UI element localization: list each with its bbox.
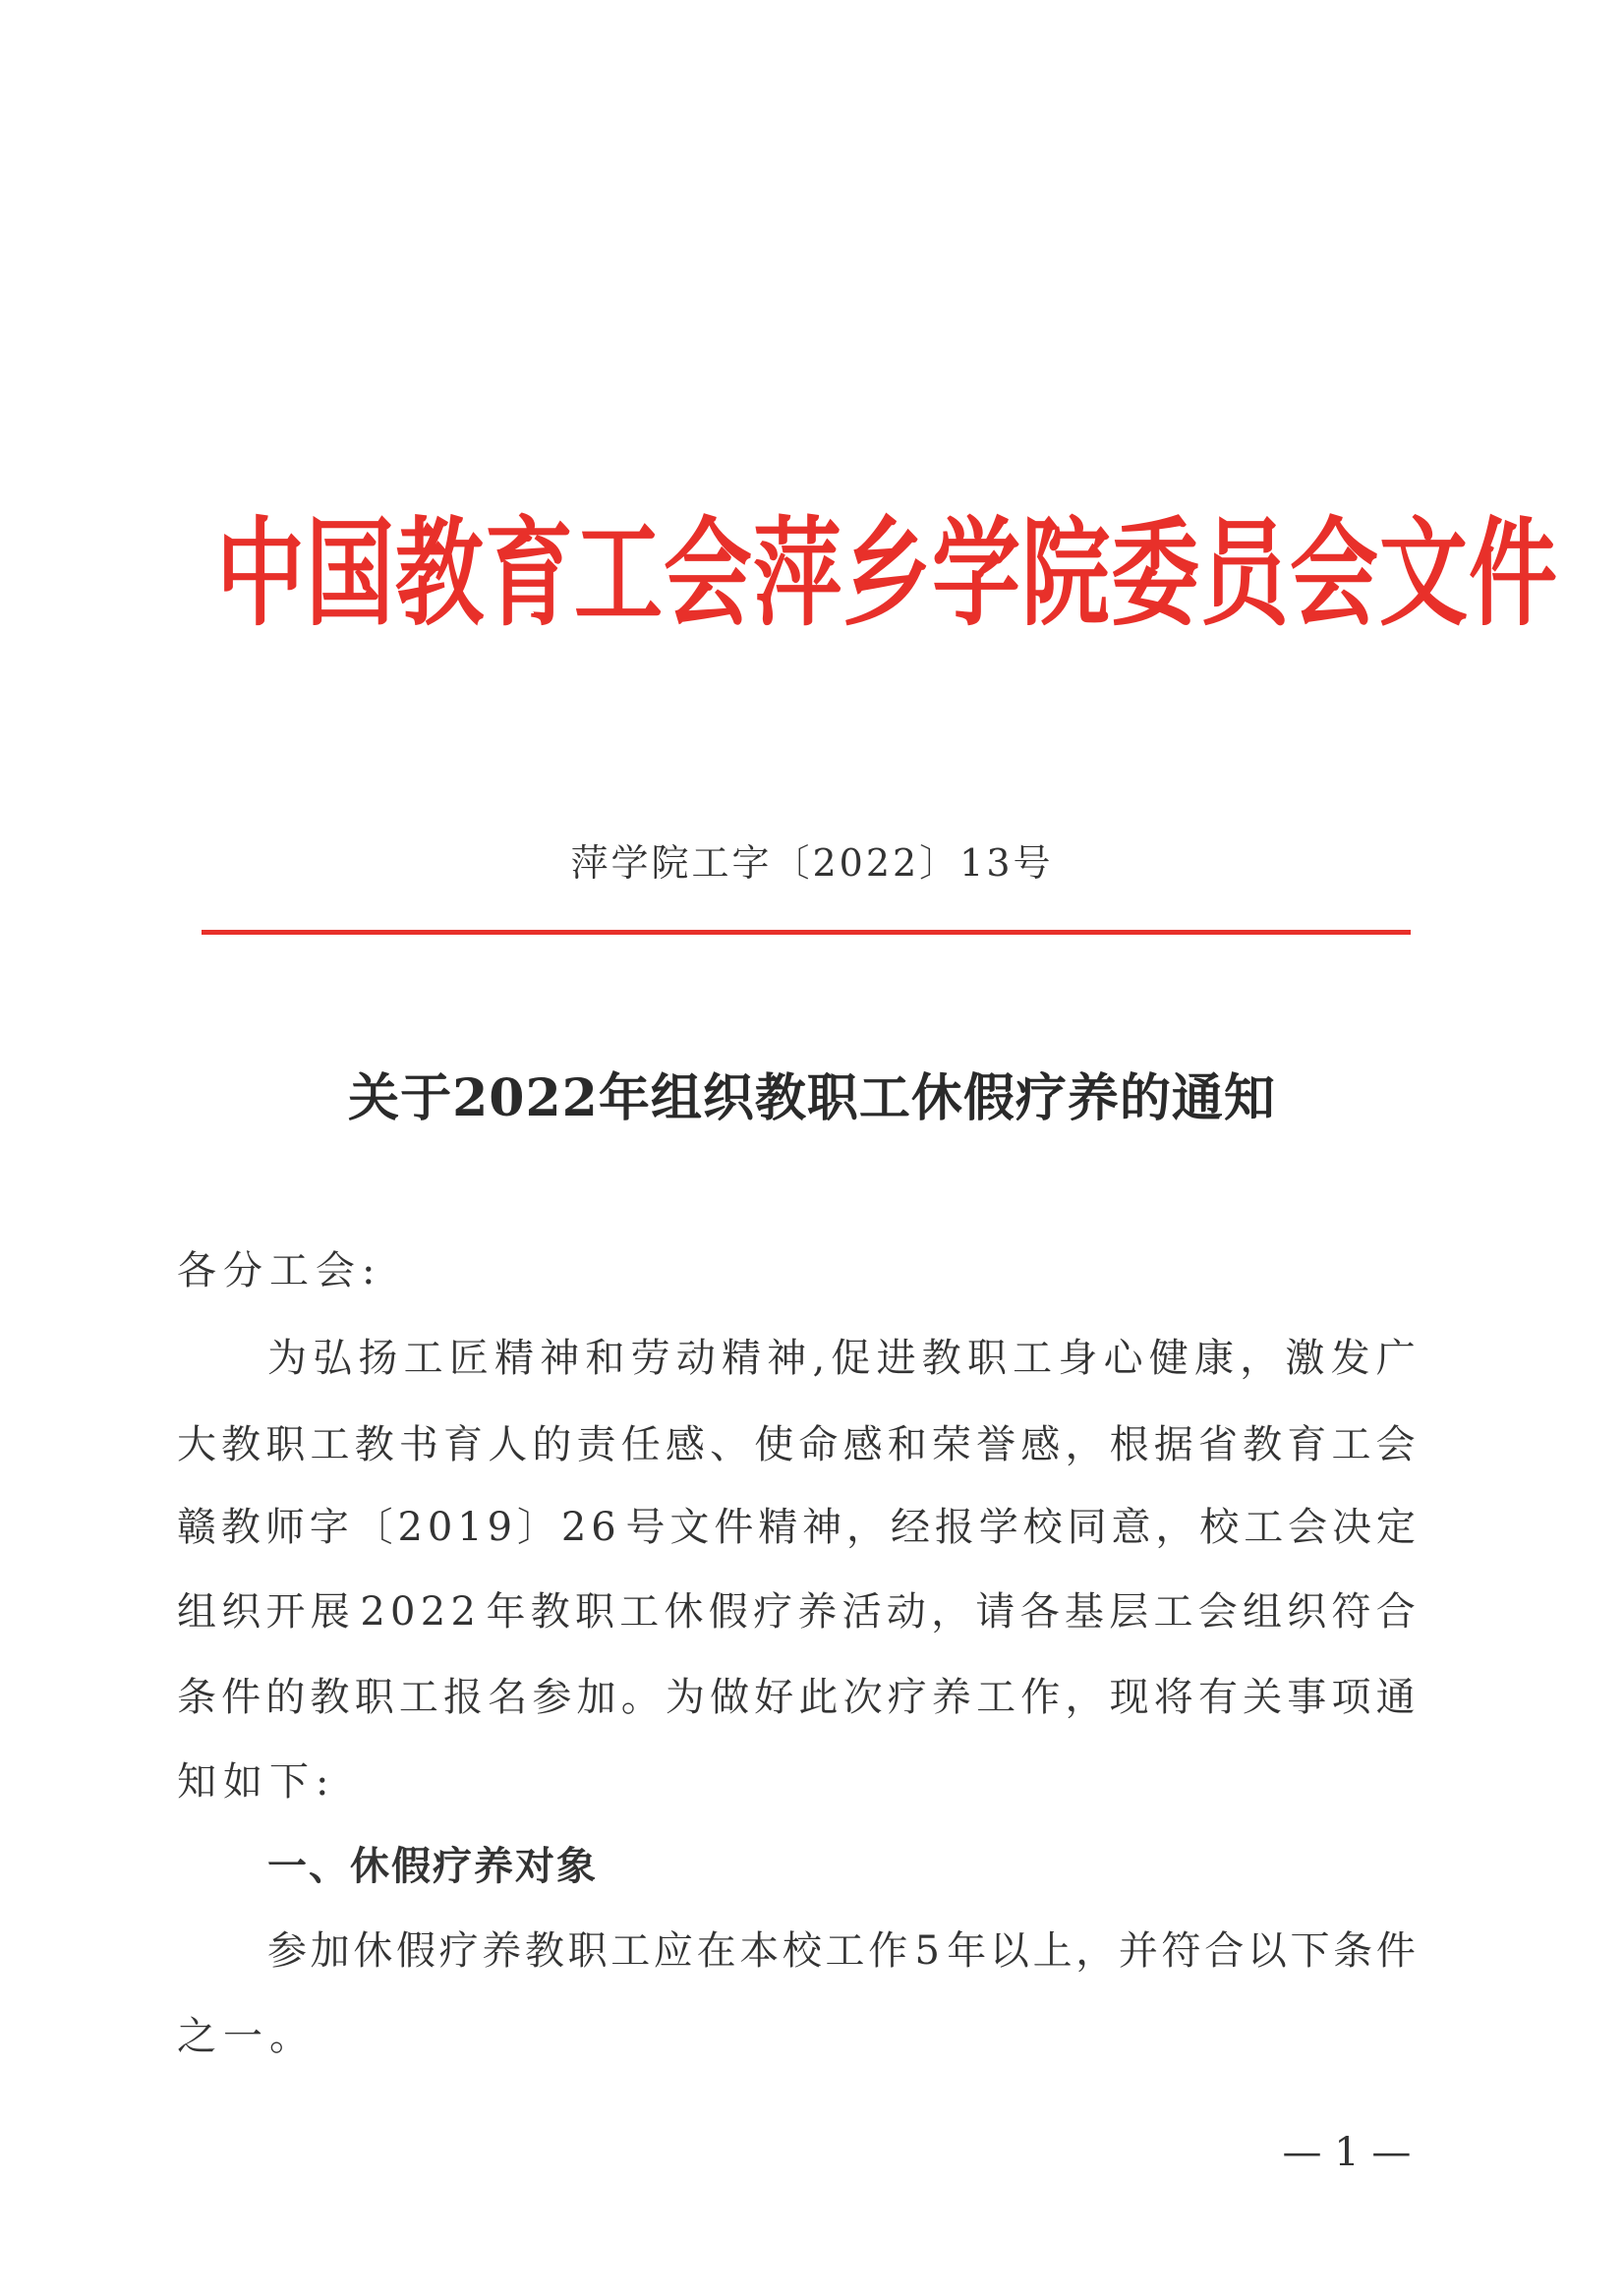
paragraph-line-text-char: 工 xyxy=(619,1589,660,1635)
paragraph-line: 知如下: xyxy=(177,1759,336,1805)
paragraph-line-text-char: 神 xyxy=(767,1336,807,1381)
paragraph-line-text-char: 的 xyxy=(532,1422,572,1467)
paragraph-line-text-char: 2 xyxy=(397,1505,423,1550)
paragraph-line-text-char: 将 xyxy=(1153,1675,1193,1720)
paragraph-line-text-char: 书 xyxy=(398,1422,438,1467)
paragraph-line-text-char: 2 xyxy=(360,1589,385,1635)
paragraph-line-text-char: 工 xyxy=(976,1675,1016,1720)
paragraph-line-text-char: 命 xyxy=(798,1422,839,1467)
paragraph-line-text-char: 扬 xyxy=(358,1336,398,1381)
paragraph-line-text-char: 6 xyxy=(591,1505,616,1550)
paragraph-line-text-char: 据 xyxy=(1153,1422,1193,1467)
notice-title: 关于2022年组织教职工休假疗养的通知 xyxy=(348,1068,1276,1128)
paragraph-line-text-char: 有 xyxy=(1197,1675,1238,1720)
paragraph-line xyxy=(177,1582,1416,1641)
paragraph-line-text-char: 荣 xyxy=(931,1422,971,1467)
paragraph-line-text-char: ， xyxy=(846,1505,887,1550)
paragraph-line-text-char: ， xyxy=(1065,1422,1105,1467)
paragraph-line-text-char: 工 xyxy=(1244,1505,1284,1550)
paragraph-line-text-char: 展 xyxy=(310,1589,350,1635)
paragraph-line-text-char: 和 xyxy=(887,1422,927,1467)
paragraph-line-text-char: 感 xyxy=(842,1422,883,1467)
paragraph-line-text-char: 职 xyxy=(575,1589,614,1635)
org-header-title: 中国教育工会萍乡学院委员会文件 xyxy=(216,506,1558,643)
paragraph-line-text-char: 工 xyxy=(398,1675,438,1720)
paragraph-line-text-char: 。 xyxy=(620,1675,661,1720)
paragraph-line-text-char: 育 xyxy=(443,1422,484,1467)
paragraph-line-text-char: ， xyxy=(1240,1336,1280,1381)
paragraph-line-text-char: ， xyxy=(1155,1505,1195,1550)
paragraph-line-text-char: 精 xyxy=(758,1505,798,1550)
paragraph-line-text-char: 件 xyxy=(221,1675,261,1720)
paragraph-line-text-char: 9 xyxy=(487,1505,513,1550)
section-line-text-char: 参 xyxy=(267,1928,307,1974)
paragraph-line-text-char: 假 xyxy=(708,1589,748,1635)
paragraph-line-text-char: 育 xyxy=(1287,1422,1327,1467)
paragraph-line-text-char: 省 xyxy=(1197,1422,1238,1467)
paragraph-line-text-char: 现 xyxy=(1109,1675,1149,1720)
paragraph-line-text-char: 感 xyxy=(1020,1422,1061,1467)
paragraph-line-text-char: 号 xyxy=(625,1505,666,1550)
paragraph-line-text-char: 康 xyxy=(1193,1336,1234,1381)
red-divider xyxy=(202,930,1411,935)
paragraph-line-text-char: 教 xyxy=(220,1505,261,1550)
page-number: — 1 — xyxy=(1282,2130,1412,2175)
paragraph-line-text-char: 组 xyxy=(1242,1589,1282,1635)
paragraph-line-text-char: 学 xyxy=(978,1505,1018,1550)
paragraph-line-text-char: 职 xyxy=(265,1422,306,1467)
paragraph-line-text-char: 年 xyxy=(486,1589,526,1635)
paragraph-line-text-char: 职 xyxy=(354,1675,394,1720)
section-line-text-char: 职 xyxy=(567,1928,608,1974)
section-line-text-char: 下 xyxy=(1290,1928,1330,1974)
paragraph-line-text-char: 报 xyxy=(443,1675,484,1720)
paragraph-line xyxy=(177,1498,1416,1557)
salutation: 各分工会: xyxy=(177,1248,382,1293)
paragraph-line xyxy=(177,1668,1416,1727)
paragraph-line-text-char: 精 xyxy=(722,1336,762,1381)
section-line-text-char: 件 xyxy=(1375,1928,1416,1974)
section-line-text-char: 以 xyxy=(989,1928,1029,1974)
section-line-text-char: 年 xyxy=(947,1928,987,1974)
paragraph-line-text-char: 神 xyxy=(802,1505,842,1550)
paragraph-line-text-char: 根 xyxy=(1109,1422,1149,1467)
paragraph-line-text-char: , xyxy=(812,1336,826,1381)
paragraph-line-text-char: 健 xyxy=(1148,1336,1189,1381)
paragraph-line-text-char: 教 xyxy=(354,1422,394,1467)
paragraph-line-text-char: 进 xyxy=(876,1336,916,1381)
section-line xyxy=(267,1922,1416,1980)
paragraph-line-text-char: 身 xyxy=(1058,1336,1098,1381)
paragraph-line-text-char: 赣 xyxy=(177,1505,216,1550)
section-heading: 一、休假疗养对象 xyxy=(267,1844,598,1889)
section-line-text-char: 应 xyxy=(653,1928,693,1974)
paragraph-line-text-char: 教 xyxy=(221,1422,261,1467)
paragraph-line-text-char: 工 xyxy=(403,1336,443,1381)
paragraph-line-text-char: 1 xyxy=(457,1505,483,1550)
paragraph-line-text-char: 发 xyxy=(1330,1336,1370,1381)
paragraph-line-text-char: 休 xyxy=(664,1589,704,1635)
section-line-text-char: 作 xyxy=(868,1928,908,1974)
paragraph-line-text-char: 做 xyxy=(710,1675,750,1720)
paragraph-line-text-char: 关 xyxy=(1243,1675,1283,1720)
paragraph-line-text-char: 2 xyxy=(560,1505,587,1550)
paragraph-line-text-char: 疗 xyxy=(887,1675,927,1720)
paragraph-line-text-char: 养 xyxy=(797,1589,838,1635)
paragraph-line-text-char: 会 xyxy=(1197,1589,1238,1635)
section-line-text-char: 工 xyxy=(825,1928,865,1974)
section-line-text-char: 在 xyxy=(696,1928,736,1974)
section-line-text-char: 疗 xyxy=(438,1928,479,1974)
section-line-text-char: 假 xyxy=(395,1928,435,1974)
paragraph-line-text-char: 次 xyxy=(842,1675,883,1720)
section-line-text-char: 本 xyxy=(739,1928,780,1974)
paragraph-line-text-char: 2 xyxy=(450,1589,476,1635)
paragraph-line-text-char: 教 xyxy=(530,1589,570,1635)
paragraph-line-text-char: 工 xyxy=(1331,1422,1371,1467)
paragraph-line-text-char: ， xyxy=(931,1589,971,1635)
paragraph-line-text-char: 为 xyxy=(665,1675,705,1720)
paragraph-line-text-char: 基 xyxy=(1064,1589,1104,1635)
paragraph-line-text-char: 神 xyxy=(540,1336,580,1381)
paragraph-line-text-char: 动 xyxy=(886,1589,926,1635)
paragraph-line-text-char: 0 xyxy=(427,1505,453,1550)
paragraph-line-text-char: 意 xyxy=(1111,1505,1151,1550)
paragraph-line-text-char: 教 xyxy=(1243,1422,1283,1467)
paragraph-line-text-char: 通 xyxy=(1375,1675,1416,1720)
paragraph-line-text-char: 校 xyxy=(1022,1505,1063,1550)
section-line-text-char: 工 xyxy=(610,1928,651,1974)
paragraph-line-text-char: 的 xyxy=(265,1675,306,1720)
paragraph-line-text-char: 职 xyxy=(966,1336,1007,1381)
paragraph-line-text-char: 0 xyxy=(390,1589,416,1635)
section-line-text-char: 5 xyxy=(914,1928,940,1974)
paragraph-line-text-char: 符 xyxy=(1331,1589,1371,1635)
paragraph-line-text-char: 匠 xyxy=(448,1336,489,1381)
section-line-text-char: 上 xyxy=(1032,1928,1073,1974)
paragraph-line-text-char: 组 xyxy=(177,1589,216,1635)
paragraph-line-text-char: 织 xyxy=(221,1589,261,1635)
section-line-text-char: ， xyxy=(1075,1928,1116,1974)
paragraph-line-text-char: 参 xyxy=(532,1675,572,1720)
paragraph-line-text-char: 文 xyxy=(669,1505,710,1550)
paragraph-line-text-char: 动 xyxy=(675,1336,716,1381)
paragraph-line-text-char: 事 xyxy=(1287,1675,1327,1720)
paragraph-line-text-char: 校 xyxy=(1199,1505,1240,1550)
paragraph-line-text-char: 教 xyxy=(310,1675,350,1720)
paragraph-line-text-char: 名 xyxy=(488,1675,528,1720)
paragraph-line-text-char: 条 xyxy=(177,1675,216,1720)
paragraph-line-text-char: 经 xyxy=(890,1505,930,1550)
paragraph-line-text-char: 、 xyxy=(710,1422,750,1467)
paragraph-line-text-char: 疗 xyxy=(753,1589,793,1635)
paragraph-line-text-char: 师 xyxy=(264,1505,305,1550)
paragraph-line-text-char: 各 xyxy=(1019,1589,1060,1635)
paragraph-line-text-char: 教 xyxy=(921,1336,961,1381)
section-line-text-char: 条 xyxy=(1333,1928,1373,1974)
paragraph-line-text-char: 〔 xyxy=(353,1505,393,1550)
paragraph-line-text-char: 广 xyxy=(1375,1336,1416,1381)
section-line-text-char: 以 xyxy=(1247,1928,1287,1974)
section-line-text-char: 休 xyxy=(353,1928,393,1974)
paragraph-line-text-char: 件 xyxy=(714,1505,754,1550)
section-line-text-char: 符 xyxy=(1161,1928,1201,1974)
paragraph-line-text-char: 字 xyxy=(309,1505,349,1550)
paragraph-line-text-char: 作 xyxy=(1020,1675,1061,1720)
paragraph-line-text-char: 弘 xyxy=(313,1336,353,1381)
paragraph-line xyxy=(267,1329,1416,1388)
paragraph-line-text-char: 织 xyxy=(1287,1589,1327,1635)
paragraph-line-text-char: 感 xyxy=(665,1422,705,1467)
paragraph-line-text-char: 誉 xyxy=(976,1422,1016,1467)
paragraph-line-text-char: ， xyxy=(1065,1675,1105,1720)
paragraph-line-text-char: 任 xyxy=(620,1422,661,1467)
paragraph-line-text-char: 大 xyxy=(177,1422,216,1467)
section-line-text-char: 教 xyxy=(524,1928,564,1974)
paragraph-line-text-char: 人 xyxy=(488,1422,528,1467)
paragraph-line-text-char: 此 xyxy=(798,1675,839,1720)
section-line-text-char: 并 xyxy=(1118,1928,1158,1974)
paragraph-line-text-char: 使 xyxy=(754,1422,794,1467)
section-line-text-char: 校 xyxy=(782,1928,822,1974)
section-line-text-char: 合 xyxy=(1204,1928,1245,1974)
document-number: 萍学院工字〔2022〕13号 xyxy=(570,841,1054,885)
paragraph-line-text-char: 工 xyxy=(1013,1336,1053,1381)
paragraph-line-text-char: 〕 xyxy=(516,1505,556,1550)
section-line-text-char: 加 xyxy=(310,1928,350,1974)
paragraph-line-text-char: 为 xyxy=(267,1336,307,1381)
paragraph-line-text-char: 定 xyxy=(1375,1505,1416,1550)
paragraph-line-text-char: 会 xyxy=(1288,1505,1328,1550)
paragraph-line-text-char: 2 xyxy=(420,1589,446,1635)
paragraph-line-text-char: 开 xyxy=(265,1589,306,1635)
section-line-text-char: 养 xyxy=(482,1928,522,1974)
paragraph-line-text-char: 报 xyxy=(934,1505,974,1550)
paragraph-line-text-char: 项 xyxy=(1331,1675,1371,1720)
paragraph-line-text-char: 养 xyxy=(931,1675,971,1720)
paragraph-line-text-char: 和 xyxy=(585,1336,625,1381)
paragraph-line-text-char: 同 xyxy=(1067,1505,1107,1550)
paragraph-line-text-char: 促 xyxy=(831,1336,871,1381)
paragraph-line-text-char: 请 xyxy=(975,1589,1015,1635)
paragraph-line-text-char: 心 xyxy=(1103,1336,1143,1381)
paragraph-line-text-char: 合 xyxy=(1375,1589,1416,1635)
paragraph-line-text-char: 加 xyxy=(576,1675,616,1720)
paragraph-line-text-char: 好 xyxy=(754,1675,794,1720)
paragraph-line-text-char: 精 xyxy=(494,1336,535,1381)
paragraph-line xyxy=(177,1415,1416,1474)
paragraph-line-text-char: 劳 xyxy=(630,1336,670,1381)
paragraph-line-text-char: 工 xyxy=(310,1422,350,1467)
paragraph-line-text-char: 决 xyxy=(1332,1505,1371,1550)
paragraph-line-text-char: 层 xyxy=(1109,1589,1149,1635)
section-line: 之一。 xyxy=(177,2014,316,2059)
paragraph-line-text-char: 责 xyxy=(576,1422,616,1467)
paragraph-line-text-char: 激 xyxy=(1285,1336,1325,1381)
paragraph-line-text-char: 会 xyxy=(1375,1422,1416,1467)
paragraph-line-text-char: 活 xyxy=(841,1589,882,1635)
paragraph-line-text-char: 工 xyxy=(1153,1589,1193,1635)
